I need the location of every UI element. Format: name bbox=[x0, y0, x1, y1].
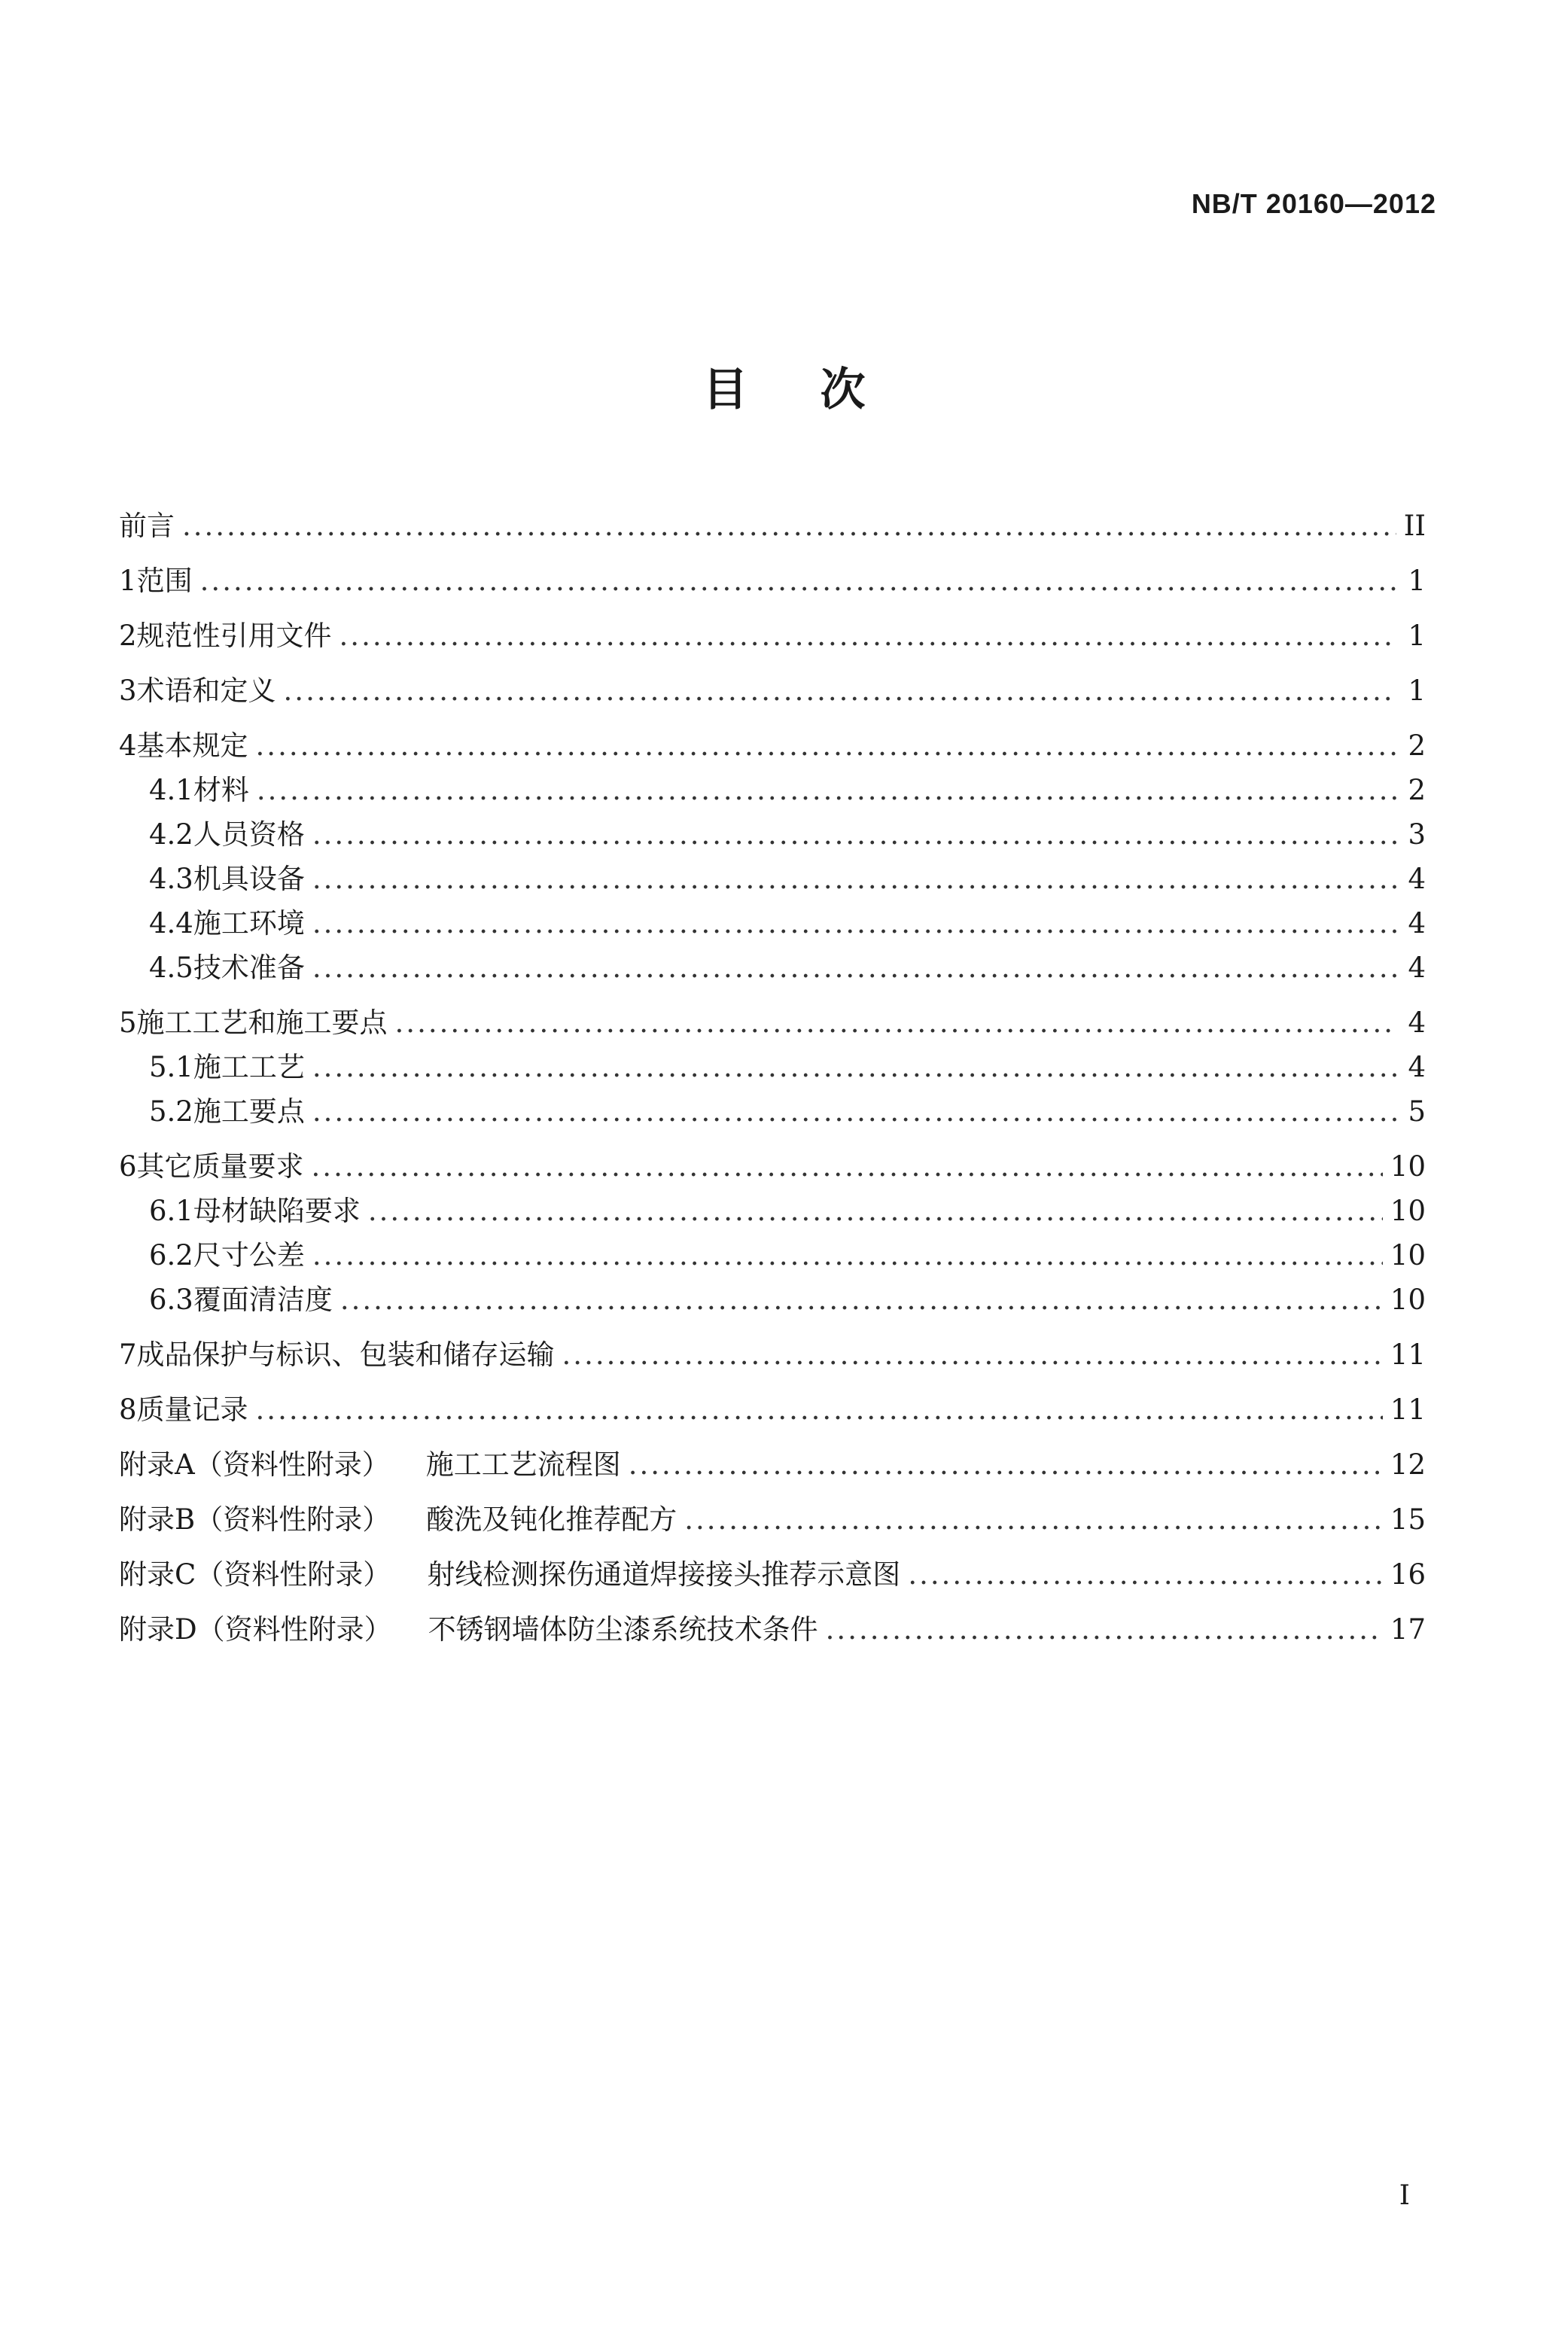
toc-entry-title: 前言 bbox=[119, 510, 175, 542]
toc-entry-title: 酸洗及钝化推荐配方 bbox=[426, 1503, 677, 1536]
toc-entry-title: 母材缺陷要求 bbox=[193, 1195, 361, 1227]
toc-entry[interactable] bbox=[119, 1149, 1426, 1185]
toc-dot-leader bbox=[256, 1392, 1383, 1428]
toc-entry-number: 6.1 bbox=[149, 1195, 193, 1227]
toc-entry-number: 2 bbox=[119, 620, 137, 652]
toc-entry-number: 5 bbox=[119, 1007, 137, 1039]
toc-entry[interactable] bbox=[119, 772, 1426, 809]
toc-entry-page: 11 bbox=[1390, 1339, 1426, 1371]
toc-entry-title: 施工工艺流程图 bbox=[425, 1448, 621, 1481]
toc-entry[interactable] bbox=[119, 673, 1426, 709]
toc-entry-page: 10 bbox=[1390, 1150, 1426, 1183]
toc-entry[interactable] bbox=[119, 950, 1426, 986]
toc-entry[interactable] bbox=[119, 1005, 1426, 1041]
toc-entry-page: 4 bbox=[1408, 907, 1426, 940]
toc-entry-title: 技术准备 bbox=[193, 952, 305, 984]
page-title-char: 目 bbox=[702, 364, 748, 416]
toc-entry[interactable] bbox=[119, 508, 1426, 544]
toc-entry-title: 范围 bbox=[136, 565, 193, 597]
toc-entry-title: 不锈钢墙体防尘漆系统技术条件 bbox=[428, 1613, 818, 1646]
toc-dot-leader bbox=[312, 1238, 1383, 1274]
toc-entry-number: 附录B（资料性附录） bbox=[119, 1503, 391, 1536]
toc-dot-leader bbox=[629, 1447, 1383, 1483]
toc-entry[interactable] bbox=[119, 728, 1426, 764]
standard-code: NB/T 20160—2012 bbox=[1191, 188, 1436, 219]
page-number: I bbox=[1399, 2180, 1410, 2211]
toc-entry-title: 规范性引用文件 bbox=[136, 620, 332, 652]
toc-entry-title: 成品保护与标识、包装和储存运输 bbox=[136, 1339, 555, 1371]
toc-entry[interactable] bbox=[119, 1094, 1426, 1130]
toc-entry[interactable] bbox=[119, 1193, 1426, 1229]
toc-entry-title: 施工工艺 bbox=[193, 1051, 305, 1083]
toc-dot-leader bbox=[256, 728, 1397, 764]
toc-entry[interactable] bbox=[119, 1337, 1426, 1373]
toc-entry-page: 12 bbox=[1390, 1448, 1426, 1481]
toc-dot-leader bbox=[312, 817, 1397, 853]
toc-dot-leader bbox=[562, 1337, 1383, 1373]
toc-entry[interactable] bbox=[119, 618, 1426, 654]
toc-entry-page: 4 bbox=[1408, 952, 1426, 984]
toc-dot-leader bbox=[200, 563, 1397, 599]
toc-entry-number: 1 bbox=[119, 565, 137, 597]
toc-entry[interactable] bbox=[119, 1282, 1426, 1318]
toc-entry-title: 射线检测探伤通道焊接接头推荐示意图 bbox=[427, 1558, 901, 1591]
toc-dot-leader bbox=[312, 950, 1397, 986]
page-title bbox=[0, 354, 1568, 419]
toc-dot-leader bbox=[684, 1502, 1383, 1538]
toc-entry-number: 6.3 bbox=[149, 1284, 193, 1316]
toc-dot-leader bbox=[339, 618, 1397, 654]
toc-entry[interactable] bbox=[119, 563, 1426, 599]
toc-entry[interactable] bbox=[119, 817, 1426, 853]
toc-entry-page: 11 bbox=[1390, 1393, 1426, 1426]
toc-entry[interactable] bbox=[119, 1392, 1426, 1428]
toc-entry-number: 4.2 bbox=[149, 818, 193, 851]
toc-entry-page: 17 bbox=[1390, 1613, 1426, 1646]
toc-entry-page: 15 bbox=[1390, 1503, 1426, 1536]
toc-dot-leader bbox=[312, 861, 1397, 897]
toc-entry-page: 16 bbox=[1390, 1558, 1426, 1591]
toc-entry-number: 3 bbox=[119, 675, 137, 707]
toc-dot-leader bbox=[284, 673, 1397, 709]
toc-dot-leader bbox=[826, 1612, 1383, 1648]
toc-entry-number: 4 bbox=[119, 729, 137, 762]
toc-entry-page: 5 bbox=[1408, 1095, 1426, 1128]
toc-entry[interactable] bbox=[119, 1502, 1426, 1538]
toc-entry[interactable] bbox=[119, 861, 1426, 897]
toc-entry-title: 施工要点 bbox=[193, 1095, 305, 1128]
toc-entry-page: 4 bbox=[1408, 863, 1426, 895]
toc-entry[interactable] bbox=[119, 1238, 1426, 1274]
toc-entry-page: 2 bbox=[1408, 774, 1426, 806]
toc-entry-number: 5.1 bbox=[149, 1051, 193, 1083]
toc-entry-title: 施工环境 bbox=[193, 907, 305, 940]
toc-dot-leader bbox=[312, 906, 1397, 942]
toc-entry-number: 6 bbox=[119, 1150, 137, 1183]
toc-entry-page: 4 bbox=[1408, 1007, 1426, 1039]
toc-dot-leader bbox=[312, 1094, 1397, 1130]
toc-entry-page: II bbox=[1403, 510, 1426, 542]
toc-entry-title: 术语和定义 bbox=[136, 675, 276, 707]
toc-entry-page: 4 bbox=[1408, 1051, 1426, 1083]
toc-entry-title: 材料 bbox=[193, 774, 249, 806]
toc-dot-leader bbox=[395, 1005, 1397, 1041]
toc-entry-title: 基本规定 bbox=[136, 729, 248, 762]
toc-entry-number: 7 bbox=[119, 1339, 137, 1371]
toc-entry-number: 5.2 bbox=[149, 1095, 193, 1128]
toc-entry-page: 1 bbox=[1408, 620, 1426, 652]
toc-entry-title: 施工工艺和施工要点 bbox=[136, 1007, 388, 1039]
toc-entry-page: 10 bbox=[1390, 1195, 1426, 1227]
toc-dot-leader bbox=[368, 1193, 1383, 1229]
toc-entry-title: 质量记录 bbox=[136, 1393, 248, 1426]
toc-entry-page: 10 bbox=[1390, 1239, 1426, 1272]
toc-dot-leader bbox=[182, 508, 1396, 544]
toc-entry[interactable] bbox=[119, 1447, 1426, 1483]
toc-entry-number: 4.1 bbox=[149, 774, 193, 806]
toc-entry[interactable] bbox=[119, 1612, 1426, 1648]
toc-entry-title: 人员资格 bbox=[193, 818, 305, 851]
toc-entry-page: 2 bbox=[1408, 729, 1426, 762]
page-title-char: 次 bbox=[820, 364, 866, 416]
toc-entry[interactable] bbox=[119, 1049, 1426, 1086]
toc-entry-number: 附录A（资料性附录） bbox=[119, 1448, 390, 1481]
toc-dot-leader bbox=[908, 1557, 1383, 1593]
table-of-contents bbox=[119, 489, 1426, 1648]
toc-entry-page: 1 bbox=[1408, 675, 1426, 707]
toc-entry[interactable] bbox=[119, 906, 1426, 942]
toc-entry-number: 附录D（资料性附录） bbox=[119, 1613, 392, 1646]
toc-entry-number: 4.4 bbox=[149, 907, 193, 940]
toc-entry-title: 机具设备 bbox=[193, 863, 305, 895]
toc-entry-number: 4.3 bbox=[149, 863, 193, 895]
toc-entry-title: 其它质量要求 bbox=[136, 1150, 304, 1183]
toc-dot-leader bbox=[312, 1049, 1397, 1086]
toc-entry-page: 1 bbox=[1408, 565, 1426, 597]
toc-entry-number: 附录C（资料性附录） bbox=[119, 1558, 391, 1591]
toc-entry[interactable] bbox=[119, 1557, 1426, 1593]
toc-entry-title: 覆面清洁度 bbox=[193, 1284, 333, 1316]
toc-entry-page: 10 bbox=[1390, 1284, 1426, 1316]
toc-entry-number: 8 bbox=[119, 1393, 137, 1426]
toc-entry-page: 3 bbox=[1408, 818, 1426, 851]
toc-entry-number: 4.5 bbox=[149, 952, 193, 984]
toc-entry-number: 6.2 bbox=[149, 1239, 193, 1272]
toc-dot-leader bbox=[340, 1282, 1383, 1318]
toc-dot-leader bbox=[257, 772, 1397, 809]
toc-entry-title: 尺寸公差 bbox=[193, 1239, 305, 1272]
toc-dot-leader bbox=[312, 1149, 1383, 1185]
